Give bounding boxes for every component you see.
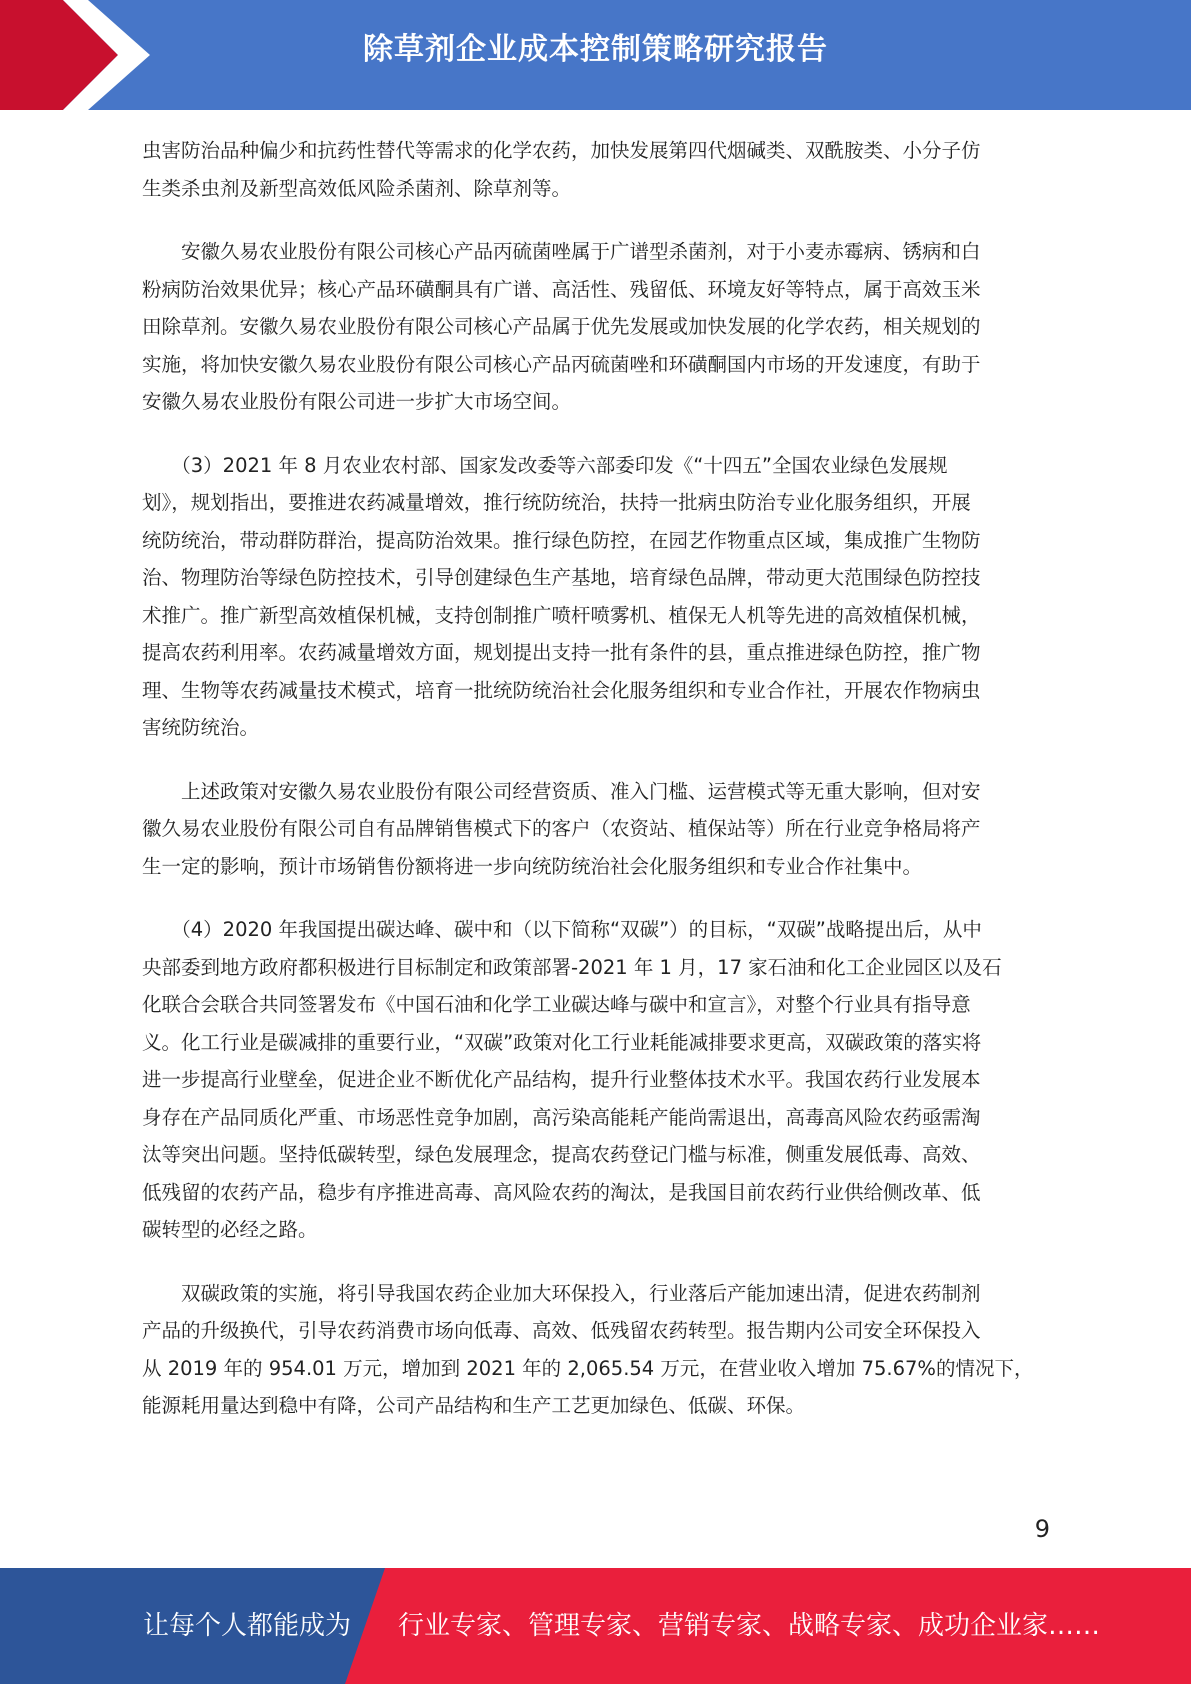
- paragraph-line: 实施，将加快安徽久易农业股份有限公司核心产品丙硫菌唑和环磺酮国内市场的开发速度，有助于: [142, 352, 981, 376]
- paragraph-line: 安徽久易农业股份有限公司核心产品丙硫菌唑属于广谱型杀菌剂，对于小麦赤霉病、锈病和白: [142, 240, 981, 263]
- paragraph-line: 徽久易农业股份有限公司自有品牌销售模式下的客户（农资站、植保站等）所在行业竞争格局将产: [142, 817, 981, 840]
- paragraph-line: 统防统治，带动群防群治，提高防治效果。推行绿色防控，在园艺作物重点区域，集成推广生物防: [142, 528, 981, 552]
- paragraph-line: 虫害防治品种偏少和抗药性替代等需求的化学农药，加快发展第四代烟碱类、双酰胺类、小分子仿: [142, 139, 981, 162]
- paragraph-line: 安徽久易农业股份有限公司进一步扩大市场空间。: [142, 390, 572, 413]
- paragraph-line: 生一定的影响，预计市场销售份额将进一步向统防统治社会化服务组织和专业合作社集中。: [142, 854, 923, 878]
- report-title: 除草剂企业成本控制策略研究报告: [363, 32, 828, 67]
- paragraph-line: （4）2020 年我国提出碳达峰、碳中和（以下简称“双碳”）的目标，“双碳”战略提出后，从中: [142, 918, 982, 941]
- paragraph-line: 进一步提高行业壁垒，促进企业不断优化产品结构，提升行业整体技术水平。我国农药行业发展本: [142, 1068, 981, 1091]
- paragraph-line: 田除草剂。安徽久易农业股份有限公司核心产品属于优先发展或加快发展的化学农药，相关规划的: [142, 315, 981, 338]
- paragraph-line: 提高农药利用率。农药减量增效方面，规划提出支持一批有条件的县，重点推进绿色防控，推广物: [142, 641, 981, 664]
- paragraph-line: 术推广。推广新型高效植保机械，支持创制推广喷杆喷雾机、植保无人机等先进的高效植保机械，: [142, 603, 981, 627]
- page-number: 9: [1034, 1515, 1050, 1543]
- paragraph-line: 上述政策对安徽久易农业股份有限公司经营资质、准入门槛、运营模式等无重大影响，但对安: [142, 779, 981, 803]
- paragraph-line: 治、物理防治等绿色防控技术，引导创建绿色生产基地，培育绿色品牌，带动更大范围绿色防控技: [142, 566, 981, 589]
- paragraph-line: 身存在产品同质化严重、市场恶性竞争加剧，高污染高能耗产能尚需退出，高毒高风险农药亟需淘: [142, 1105, 981, 1129]
- paragraph: [142, 132, 1046, 207]
- paragraph: [142, 773, 1046, 886]
- paragraph-line: 生类杀虫剂及新型高效低风险杀菌剂、除草剂等。: [142, 176, 572, 200]
- paragraph: [142, 1275, 1046, 1425]
- paragraph-line: 双碳政策的实施，将引导我国农药企业加大环保投入，行业落后产能加速出清，促进农药制剂: [142, 1281, 981, 1305]
- paragraph-line: 粉病防治效果优异；核心产品环磺酮具有广谱、高活性、残留低、环境友好等特点，属于高效玉米: [142, 277, 981, 301]
- paragraph-line: 能源耗用量达到稳中有降，公司产品结构和生产工艺更加绿色、低碳、环保。: [142, 1394, 806, 1417]
- paragraph-line: 害统防统治。: [142, 716, 260, 739]
- paragraph-line: （3）2021 年 8 月农业农村部、国家发改委等六部委印发《“十四五”全国农业绿色发展规: [142, 453, 948, 477]
- footer-slogan-roles: 行业专家、管理专家、营销专家、战略专家、成功企业家……: [398, 1611, 1101, 1641]
- paragraph-line: 汰等突出问题。坚持低碳转型，绿色发展理念，提高农药登记门槛与标准，侧重发展低毒、高效、: [142, 1143, 981, 1166]
- paragraph: [142, 447, 1046, 747]
- footer-slogan-lead: 让每个人都能成为: [143, 1611, 352, 1641]
- paragraph: [142, 233, 1046, 421]
- paragraph-line: 产品的升级换代，引导农药消费市场向低毒、高效、低残留农药转型。报告期内公司安全环保投入: [142, 1319, 981, 1342]
- paragraph-line: 化联合会联合共同签署发布《中国石油和化学工业碳达峰与碳中和宣言》，对整个行业具有指导意: [142, 993, 971, 1016]
- paragraph-line: 理、生物等农药减量技术模式，培育一批统防统治社会化服务组织和专业合作社，开展农作物病虫: [142, 678, 981, 702]
- paragraph-line: 碳转型的必经之路。: [142, 1218, 318, 1241]
- paragraph-line: 央部委到地方政府都积极进行目标制定和政策部署-2021 年 1 月，17 家石油和化工企业园区以及石: [142, 955, 1002, 979]
- page-header: [0, 0, 1191, 110]
- page-footer: [0, 1568, 1191, 1684]
- paragraph-line: 划》，规划指出，要推进农药减量增效，推行统防统治，扶持一批病虫防治专业化服务组织，开展: [142, 491, 971, 514]
- paragraph-line: 义。化工行业是碳减排的重要行业，“双碳”政策对化工行业耗能减排要求更高，双碳政策的落实将: [142, 1030, 982, 1054]
- paragraph-line: 低残留的农药产品，稳步有序推进高毒、高风险农药的淘汰，是我国目前农药行业供给侧改革、低: [142, 1180, 981, 1204]
- report-body: [142, 132, 1046, 1451]
- paragraph: [142, 911, 1046, 1249]
- paragraph-line: 从 2019 年的 954.01 万元，增加到 2021 年的 2,065.54 万元，在营业收入增加 75.67%的情况下，: [142, 1356, 1034, 1380]
